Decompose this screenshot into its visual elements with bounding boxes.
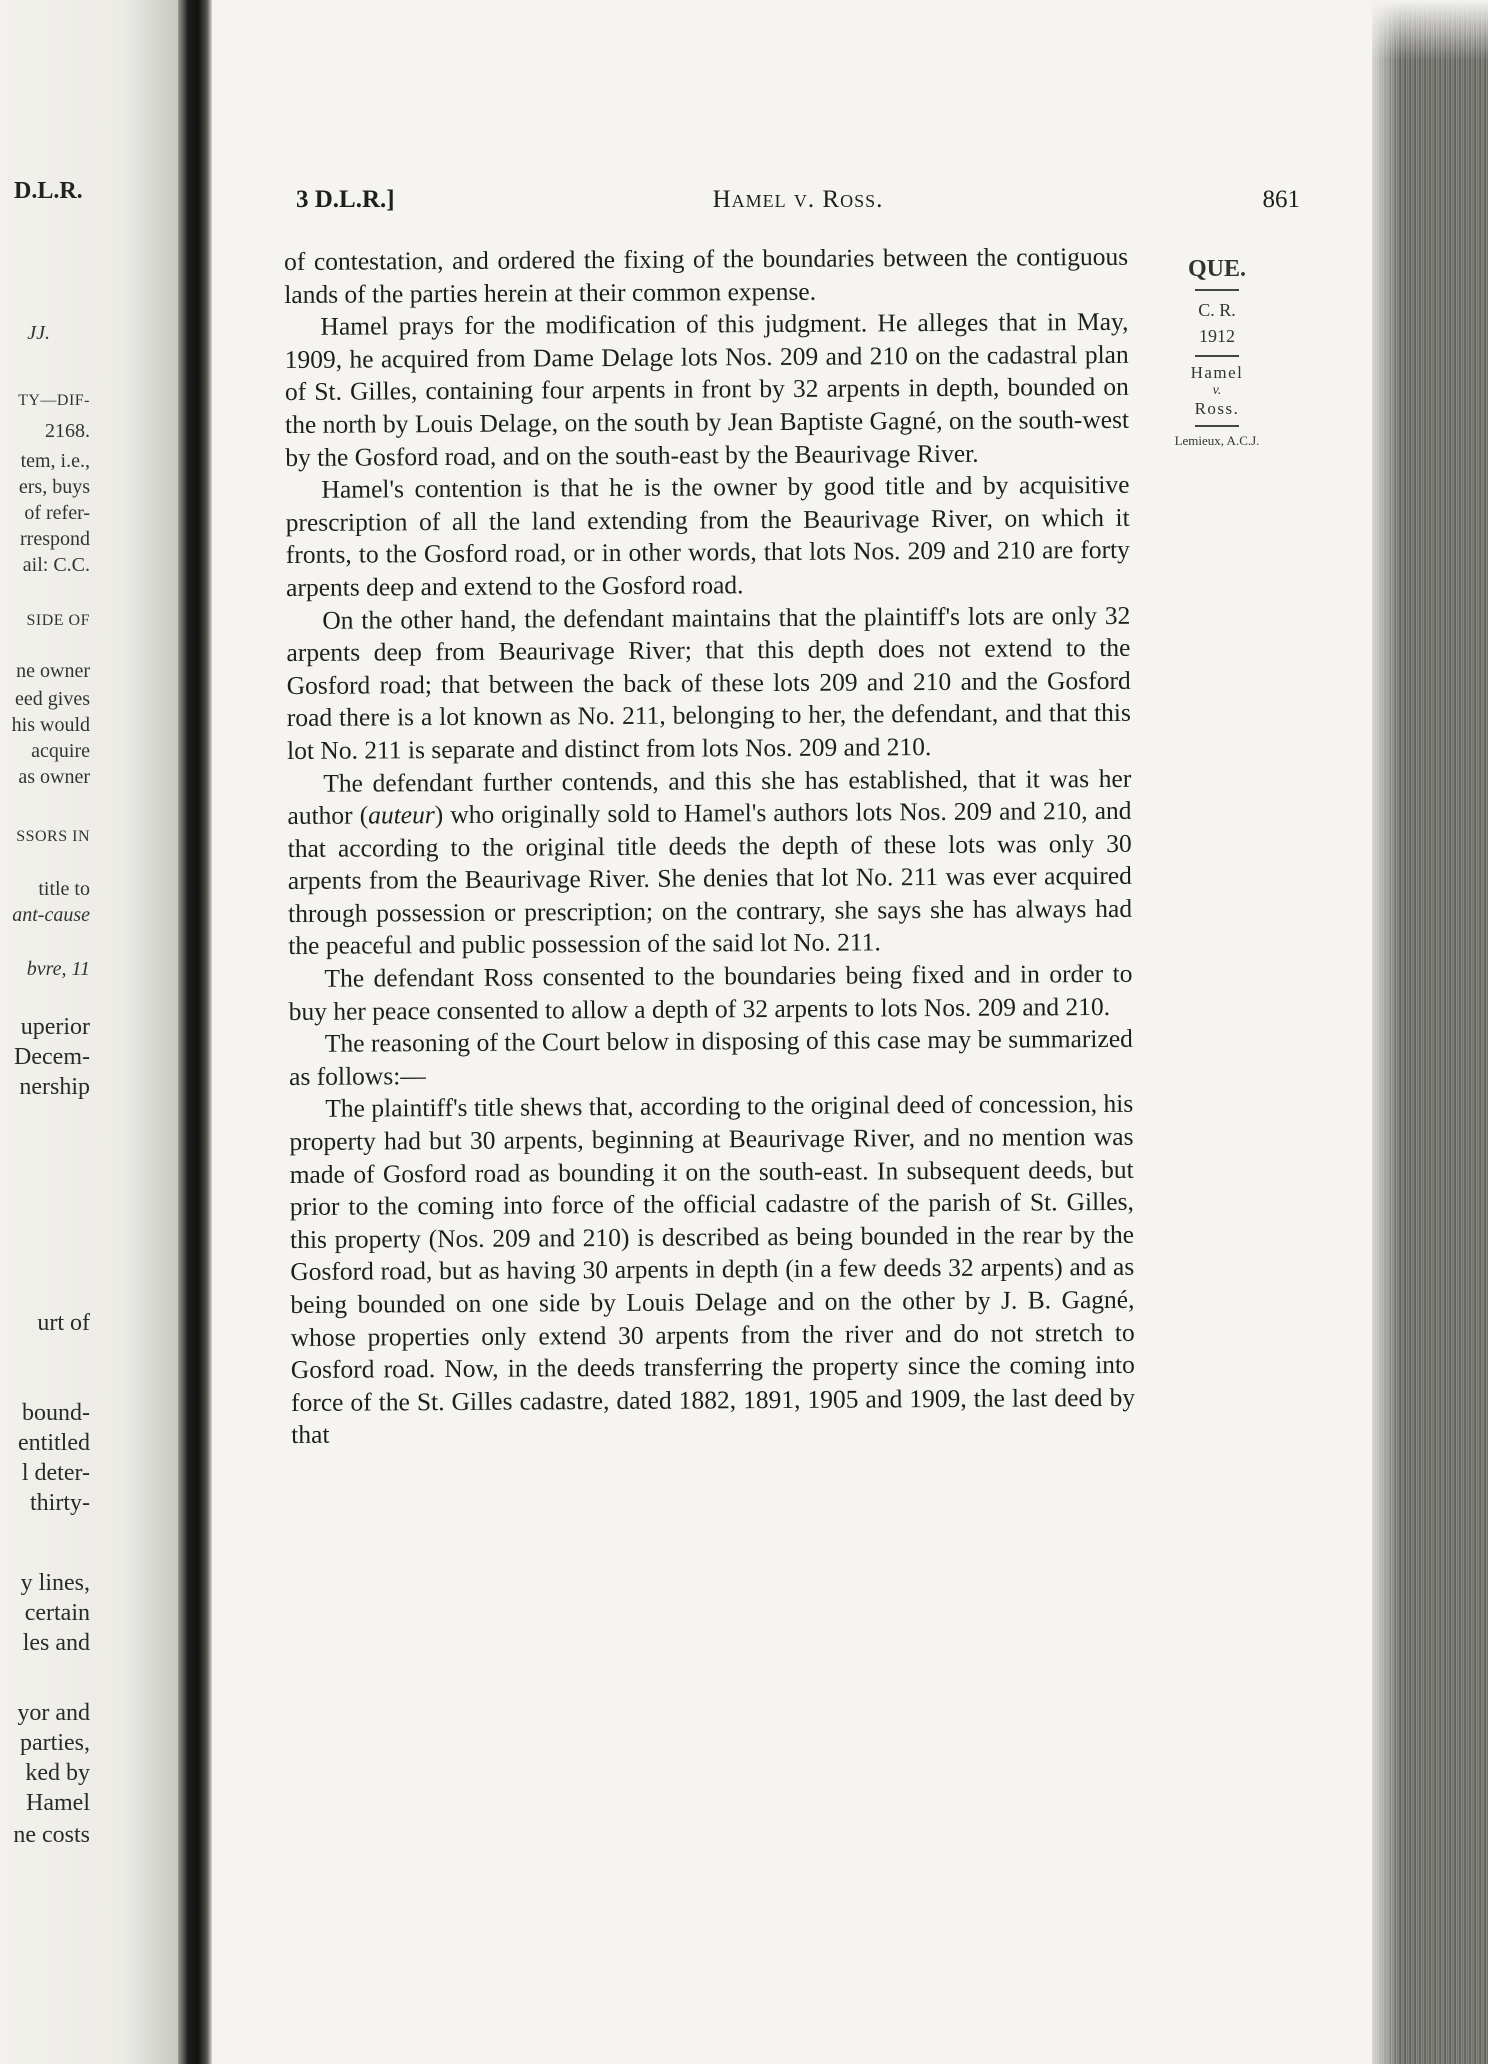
left-page-fragment: Decem- [14,1044,90,1070]
volume-reference: 3 D.L.R.] [296,186,395,213]
paragraph: Hamel's contention is that he is the owner by good title and by acquisitive prescription of all the land extending from the Beaurivage River, on which it fronts, to the Gosford road, or in other words, that lots Nos. 209 and 210 are forty arpents deep and extend to the Gosford road. [285,469,1130,602]
left-page-fragment: 2168. [45,420,90,442]
court-label: C. R. [1198,300,1236,320]
body-text [284,241,1135,1452]
left-page-fragment: uperior [20,1014,90,1040]
left-page-fragment: SSORS IN [16,828,90,845]
paragraph: Hamel prays for the modification of this judgment. He alleges that in May, 1909, he acquired from Dame Delage lots Nos. 209 and 210 on the cadastral plan of St. Gilles, containing four arpents in front by 32 arpents in depth, bounded on the north by Louis Delage, on the south by Jean Baptiste Gagné, on the south-west by the Gosford road, and on the south-east by the Beaurivage River. [284,307,1130,472]
left-page-fragment: eed gives [15,688,90,710]
left-page-fragment: bound- [22,1400,90,1426]
left-page-fragment: TY—DIF- [18,392,90,409]
left-page-fragment: ne costs [13,1822,90,1848]
italic-term: auteur [368,800,435,830]
left-page-fragment: les and [22,1630,90,1656]
margin-notes [1142,256,1292,449]
province-label: QUE. [1187,256,1246,282]
versus-label: v. [1212,383,1222,398]
main-page [212,0,1372,2064]
left-page-fragment: l deter- [21,1460,90,1486]
judge-label: Lemieux, A.C.J. [1174,433,1260,448]
left-page-fragment: title to [38,878,90,900]
left-page-fragment: entitled [18,1430,90,1456]
left-page-fragment: y lines, [20,1570,90,1596]
left-page-fragment: yor and [17,1700,90,1726]
left-page-fragment: ne owner [16,660,90,682]
left-facing-page [0,0,178,2064]
paragraph: The defendant Ross consented to the boundaries being fixed and in order to buy her peace consented to allow a depth of 32 arpents to lots Nos. 209 and 210. [288,958,1133,1026]
paragraph-text: The defendant further contends, and this she has established, that it was her author ( [287,763,1132,831]
left-page-fragment: JJ. [27,322,50,344]
left-page-fragment: parties, [20,1730,90,1756]
margin-rule [1195,425,1239,427]
paragraph: On the other hand, the defendant maintains that the plaintiff's lots are only 32 arpents deep from Beaurivage River; that this depth does not extend to the Gosford road; that between the back of these lots 209 and 210 and the Gosford road there is a lot known as No. 211, belonging to her, the defendant, and that this lot No. 211 is separate and distinct from lots Nos. 209 and 210. [286,600,1131,765]
left-page-fragment: his would [11,714,90,736]
left-page-fragment: acquire [31,740,90,762]
margin-rule [1195,355,1239,357]
left-page-fragment: certain [24,1600,90,1626]
paragraph: of contestation, and ordered the fixing of the boundaries between the contiguous lands of the parties herein at their common expense. [284,241,1129,309]
left-page-fragment: of refer- [24,502,90,524]
left-page-fragment: nership [19,1074,90,1100]
year-label: 1912 [1199,326,1235,346]
left-page-fragment: as owner [18,766,90,788]
paragraph-text: ) who originally sold to Hamel's authors lots Nos. 209 and 210, and that according to the original title deeds the depth of these lots was only 30 arpents from the Beaurivage River. She denies that lot No. 211 was ever acquired through possession or prescription; on the contrary, she says she has always had the peaceful and public possession of the said lot No. 211. [287,795,1133,961]
book-gutter [178,0,212,2064]
left-page-fragment: rrespond [20,528,90,550]
left-page-fragment: SIDE OF [26,612,90,629]
party-one: Hamel [1190,363,1244,382]
left-page-fragment: ked by [25,1760,90,1786]
left-page-fragment: thirty- [30,1490,90,1516]
left-page-fragment: urt of [37,1310,90,1336]
paragraph: The plaintiff's title shews that, according to the original deed of concession, his property had but 30 arpents, beginning at Beaurivage River, and no mention was made of Gosford road as bounding it on the south-east. In subsequent deeds, but prior to the coming into force of the official cadastre of the parish of St. Gilles, this property (Nos. 209 and 210) is described as being bounded in the rear by the Gosford road, but as having 30 arpents in depth (in a few deeds 32 arpents) and as being bounded on one side by Louis Delage and on the other by J. B. Gagné, whose properties only extend 30 arpents from the river and do not stretch to Gosford road. Now, in the deeds transferring the property since the coming into force of the St. Gilles cadastre, dated 1882, 1891, 1905 and 1909, the last deed by that [289,1089,1136,1450]
running-head [296,186,1300,222]
left-page-fragment: bvre, 11 [26,958,90,980]
party-two: Ross. [1194,399,1240,418]
left-page-fragment: tem, i.e., [20,450,90,472]
left-page-fragment: Hamel [26,1790,90,1816]
margin-rule [1195,289,1239,291]
left-page-fragment: ant-cause [12,904,90,926]
case-title: Hamel v. Ross. [712,186,884,213]
page-edge [1372,0,1488,2064]
paragraph [287,762,1132,963]
left-page-fragment: ers, buys [18,476,90,498]
left-page-fragment: ail: C.C. [22,554,90,576]
left-page-header: D.L.R. [14,178,83,204]
paragraph: The reasoning of the Court below in disposing of this case may be summarized as follows:— [288,1024,1133,1091]
page-number: 861 [1262,186,1300,213]
